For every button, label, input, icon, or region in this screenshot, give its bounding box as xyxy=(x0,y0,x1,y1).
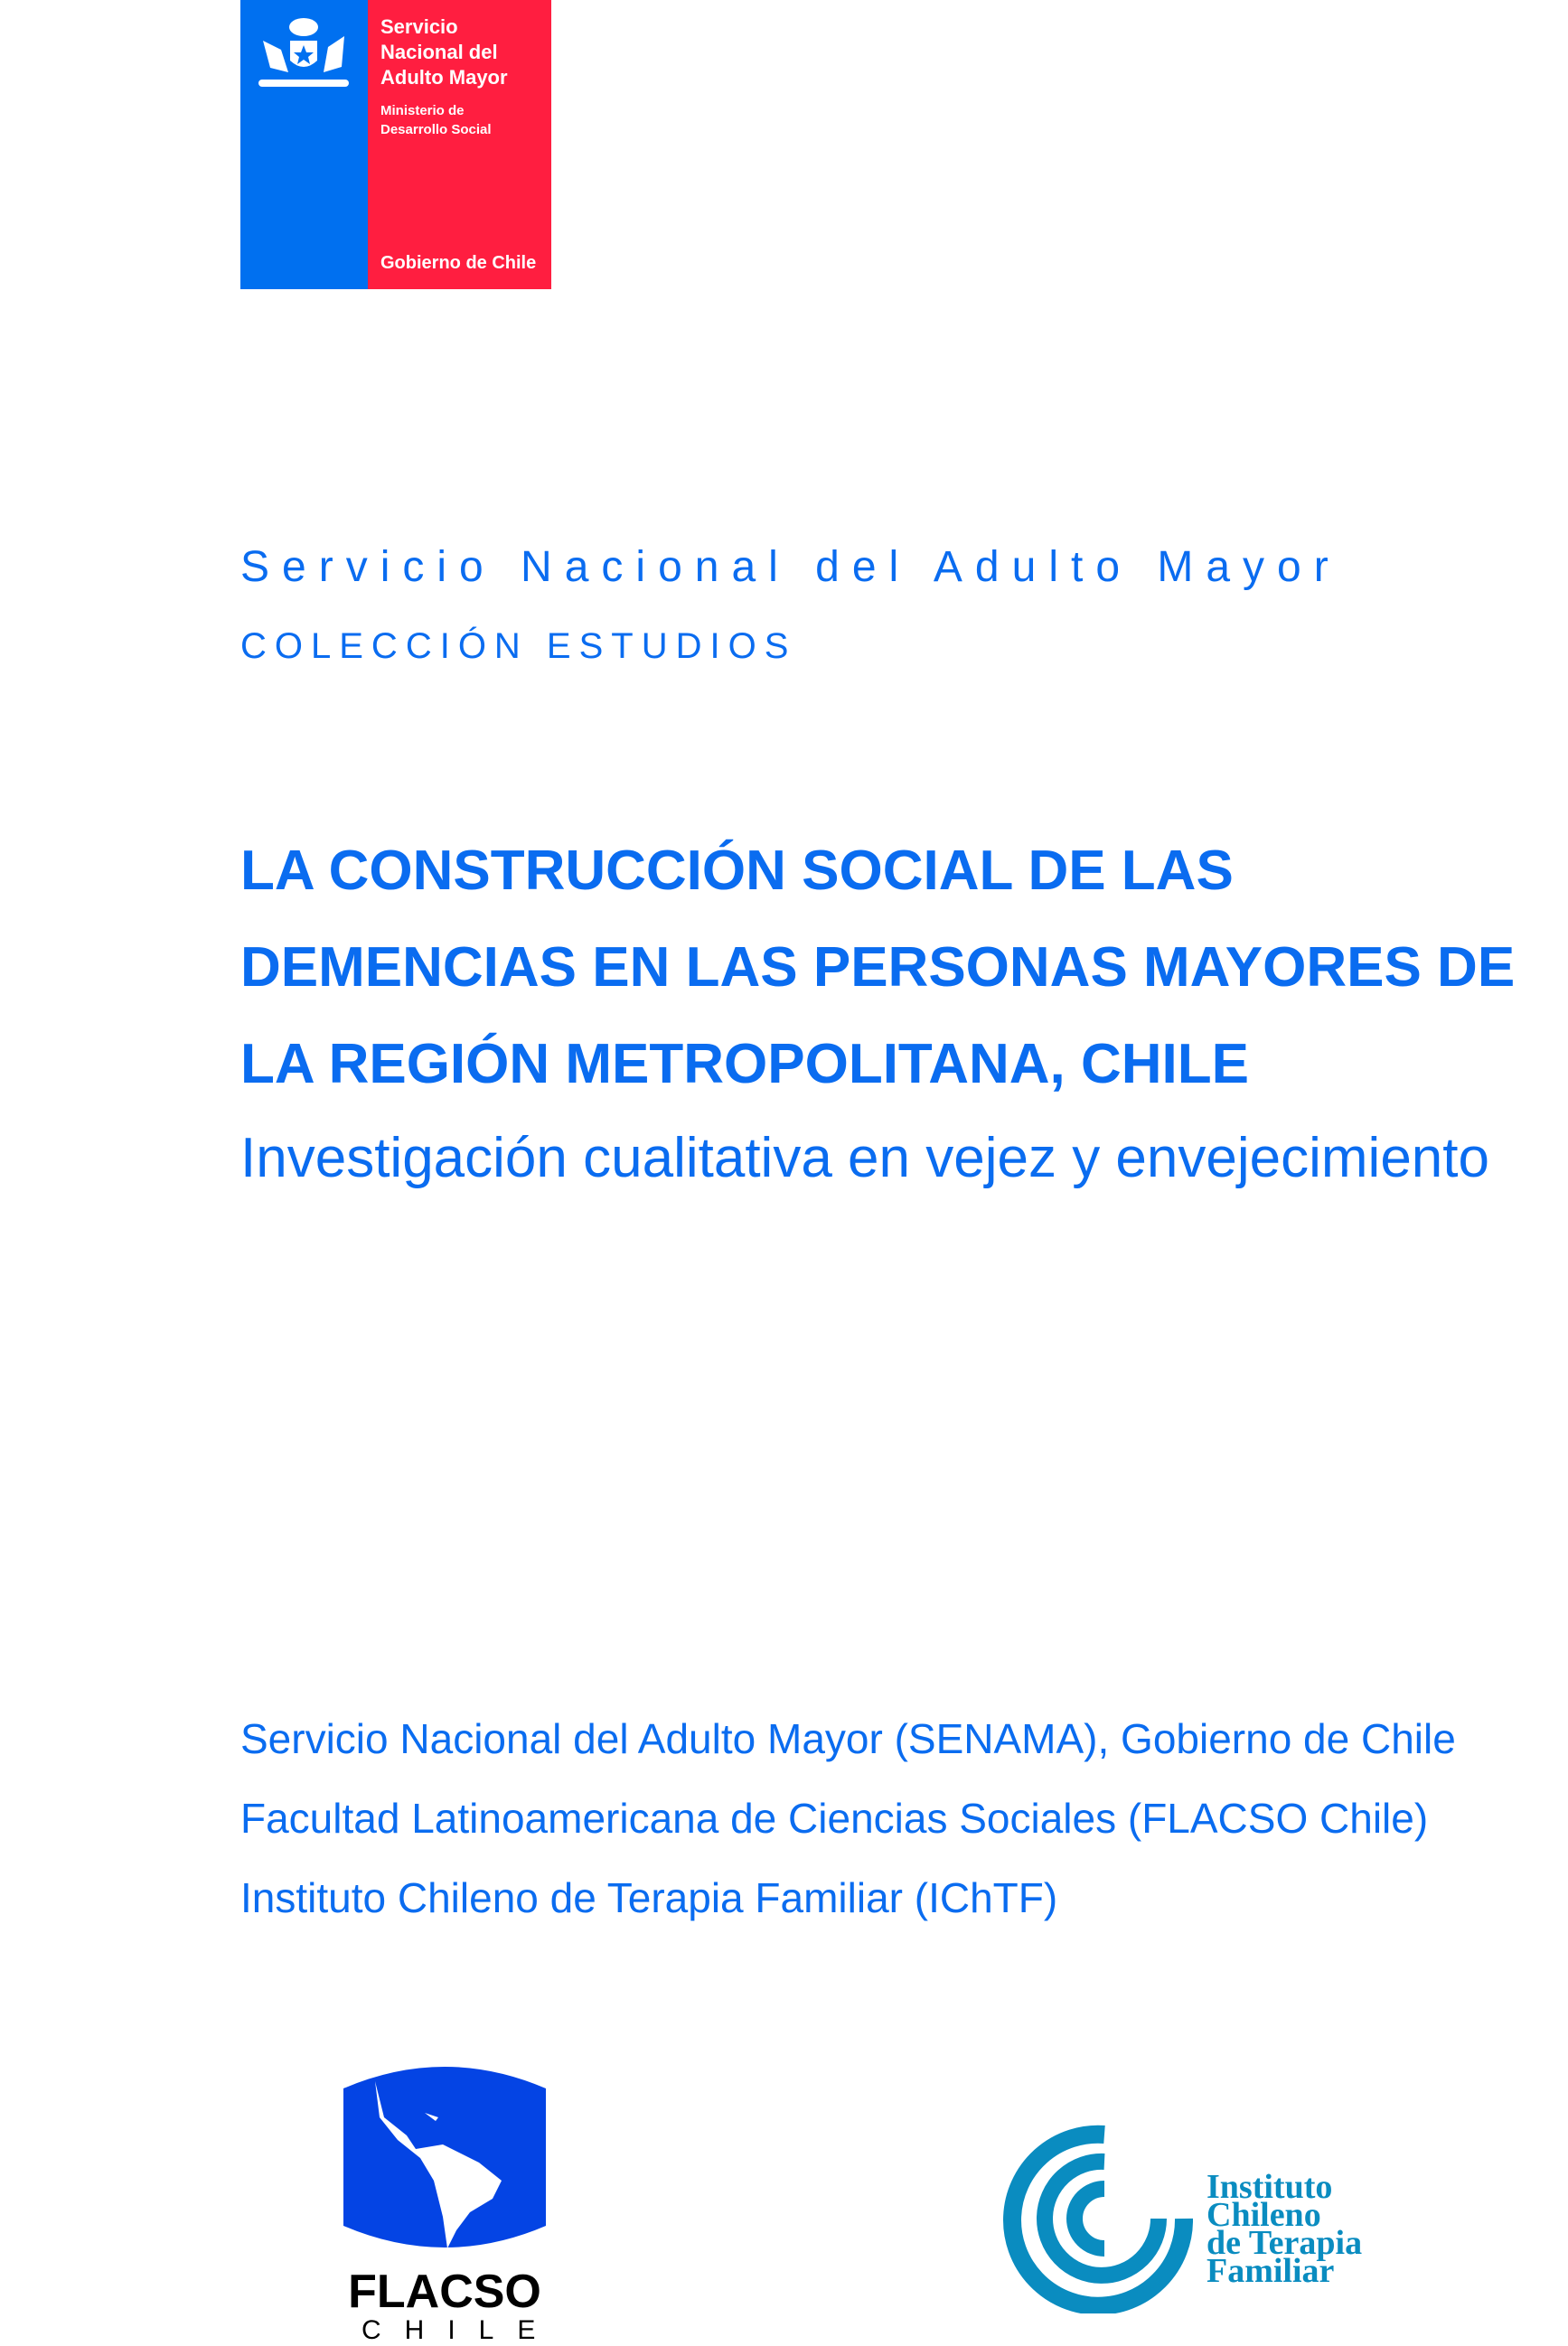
institution-item: Servicio Nacional del Adulto Mayor (SENAMA), Gobierno de Chile xyxy=(240,1715,1456,1762)
ichtf-spiral-icon xyxy=(1003,2124,1193,2313)
ichtf-name xyxy=(1207,2168,1363,2290)
logo-government: Gobierno de Chile xyxy=(380,253,537,273)
ichtf-logo xyxy=(1003,2124,1509,2313)
ichtf-line: de Terapia xyxy=(1207,2224,1363,2262)
ichtf-line: Instituto xyxy=(1207,2168,1333,2206)
ichtf-line: Chileno xyxy=(1207,2196,1321,2234)
institutions-list xyxy=(240,1699,1456,1938)
document-title: LA CONSTRUCCIÓN SOCIAL DE LAS DEMENCIAS EN LAS PERSONAS MAYORES DE LA REGIÓN METROPOLITANA, CHILE xyxy=(240,840,1516,1095)
institution-item: Instituto Chileno de Terapia Familiar (IChTF) xyxy=(240,1874,1058,1921)
logo-blue-panel xyxy=(240,0,368,289)
coat-of-arms-icon xyxy=(240,0,368,108)
logo-service-name: Servicio Nacional del Adulto Mayor xyxy=(380,15,508,89)
logo-ministry: Ministerio de Desarrollo Social xyxy=(380,103,492,137)
document-subtitle: Investigación cualitativa en vejez y envejecimiento xyxy=(240,1127,1489,1189)
logo-red-panel xyxy=(368,0,551,289)
latin-america-map-icon xyxy=(343,2063,546,2251)
gobierno-de-chile-logo xyxy=(240,0,551,289)
collection-label: COLECCIÓN ESTUDIOS xyxy=(240,626,797,666)
flacso-country: CHILE xyxy=(361,2315,559,2345)
series-name: Servicio Nacional del Adulto Mayor xyxy=(240,543,1341,591)
flacso-name: FLACSO xyxy=(348,2266,541,2318)
ichtf-line: Familiar xyxy=(1207,2252,1335,2290)
flacso-logo xyxy=(343,2063,559,2346)
institution-item: Facultad Latinoamericana de Ciencias Sociales (FLACSO Chile) xyxy=(240,1795,1429,1842)
